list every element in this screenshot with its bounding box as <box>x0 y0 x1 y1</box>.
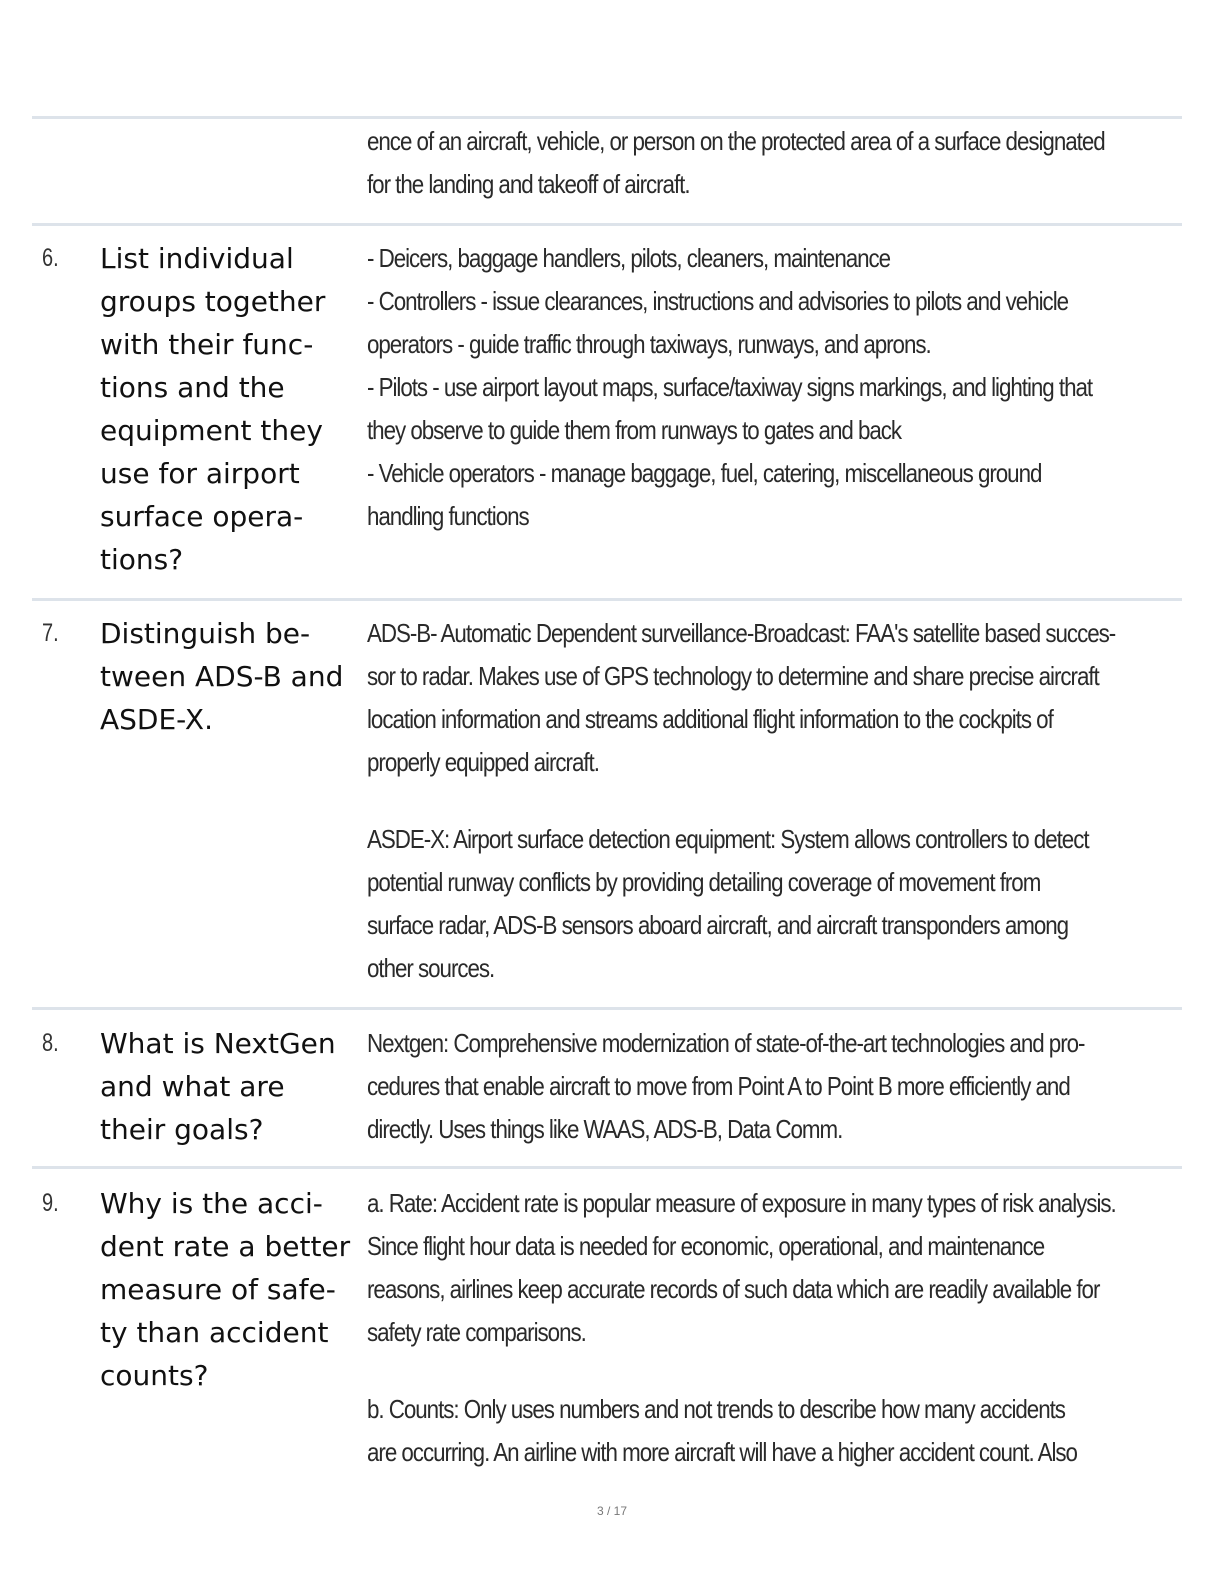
answer-line: operators - guide traffic through taxiways, runways, and aprons. <box>367 329 931 359</box>
question-line: Distinguish be- <box>100 617 311 650</box>
question-line: tions and the <box>100 371 285 404</box>
question-line: List individual <box>100 242 294 275</box>
question-text <box>100 1182 362 1397</box>
question-text <box>100 1022 362 1151</box>
answer-line: safety rate comparisons. <box>367 1317 586 1347</box>
answer-line: Nextgen: Comprehensive modernization of state-of-the-art technologies and pro- <box>367 1028 1085 1058</box>
question-line: Why is the acci- <box>100 1187 323 1220</box>
answer-line: location information and streams additional flight information to the cockpits of <box>367 704 1053 734</box>
answer-text <box>367 612 1177 990</box>
question-line: their goals? <box>100 1113 264 1146</box>
answer-line: potential runway conflicts by providing detailing coverage of movement from <box>367 867 1041 897</box>
answer-text <box>367 1022 1177 1151</box>
question-line: tween ADS-B and <box>100 660 344 693</box>
answer-line: properly equipped aircraft. <box>367 747 599 777</box>
row-divider <box>32 598 1182 601</box>
answer-line: a. Rate: Accident rate is popular measure of exposure in many types of risk analysis. <box>367 1188 1116 1218</box>
question-number: 9. <box>42 1189 59 1217</box>
answer-line: other sources. <box>367 953 495 983</box>
answer-line: - Vehicle operators - manage baggage, fuel, catering, miscellaneous ground <box>367 458 1042 488</box>
answer-paragraph <box>367 237 1177 538</box>
question-number: 8. <box>42 1029 59 1057</box>
answer-line: ADS-B- Automatic Dependent surveillance-Broadcast: FAA's satellite based succes- <box>367 618 1116 648</box>
question-line: ty than accident <box>100 1316 329 1349</box>
answer-line: - Pilots - use airport layout maps, surface/taxiway signs markings, and lighting that <box>367 372 1093 402</box>
question-line: ASDE-X. <box>100 703 213 736</box>
answer-paragraph <box>367 612 1177 784</box>
question-line: with their func- <box>100 328 314 361</box>
question-line: and what are <box>100 1070 285 1103</box>
answer-line: - Deicers, baggage handlers, pilots, cleaners, maintenance <box>367 243 891 273</box>
answer-line: - Controllers - issue clearances, instructions and advisories to pilots and vehicle <box>367 286 1069 316</box>
answer-line: handling functions <box>367 501 529 531</box>
question-line: use for airport <box>100 457 300 490</box>
answer-paragraph <box>367 1388 1177 1474</box>
question-line: dent rate a better <box>100 1230 351 1263</box>
question-text <box>100 237 362 581</box>
question-number: 7. <box>42 619 59 647</box>
answer-paragraph <box>367 1182 1177 1354</box>
question-line: surface opera- <box>100 500 304 533</box>
answer-paragraph <box>367 1022 1177 1151</box>
answer-paragraph <box>367 818 1177 990</box>
answer-line: are occurring. An airline with more aircraft will have a higher accident count. Also <box>367 1437 1077 1467</box>
row-divider <box>32 1007 1182 1010</box>
question-line: measure of safe- <box>100 1273 336 1306</box>
question-line: tions? <box>100 543 184 576</box>
answer-line: Since flight hour data is needed for economic, operational, and maintenance <box>367 1231 1045 1261</box>
page-indicator: 3 / 17 <box>596 1504 628 1518</box>
answer-text <box>367 1182 1177 1474</box>
question-line: groups together <box>100 285 326 318</box>
row-divider <box>32 223 1182 226</box>
answer-line: directly. Uses things like WAAS, ADS-B, Data Comm. <box>367 1114 843 1144</box>
question-line: counts? <box>100 1359 209 1392</box>
question-number: 6. <box>42 244 59 272</box>
answer-line: ASDE-X: Airport surface detection equipment: System allows controllers to detect <box>367 824 1089 854</box>
answer-line: surface radar, ADS-B sensors aboard aircraft, and aircraft transponders among <box>367 910 1069 940</box>
row-divider <box>32 1166 1182 1169</box>
answer-line: b. Counts: Only uses numbers and not trends to describe how many accidents <box>367 1394 1065 1424</box>
answer-line: they observe to guide them from runways to gates and back <box>367 415 902 445</box>
answer-line: for the landing and takeoff of aircraft. <box>367 169 690 199</box>
answer-line: reasons, airlines keep accurate records of such data which are readily available for <box>367 1274 1100 1304</box>
answer-line: cedures that enable aircraft to move from Point A to Point B more efficiently and <box>367 1071 1070 1101</box>
row-divider <box>32 116 1182 119</box>
continuation-answer <box>367 120 1177 206</box>
question-line: What is NextGen <box>100 1027 336 1060</box>
answer-text <box>367 237 1177 538</box>
answer-line: sor to radar. Makes use of GPS technology to determine and share precise aircraft <box>367 661 1099 691</box>
question-text <box>100 612 362 741</box>
answer-line: ence of an aircraft, vehicle, or person on the protected area of a surface designated <box>367 126 1105 156</box>
question-line: equipment they <box>100 414 323 447</box>
